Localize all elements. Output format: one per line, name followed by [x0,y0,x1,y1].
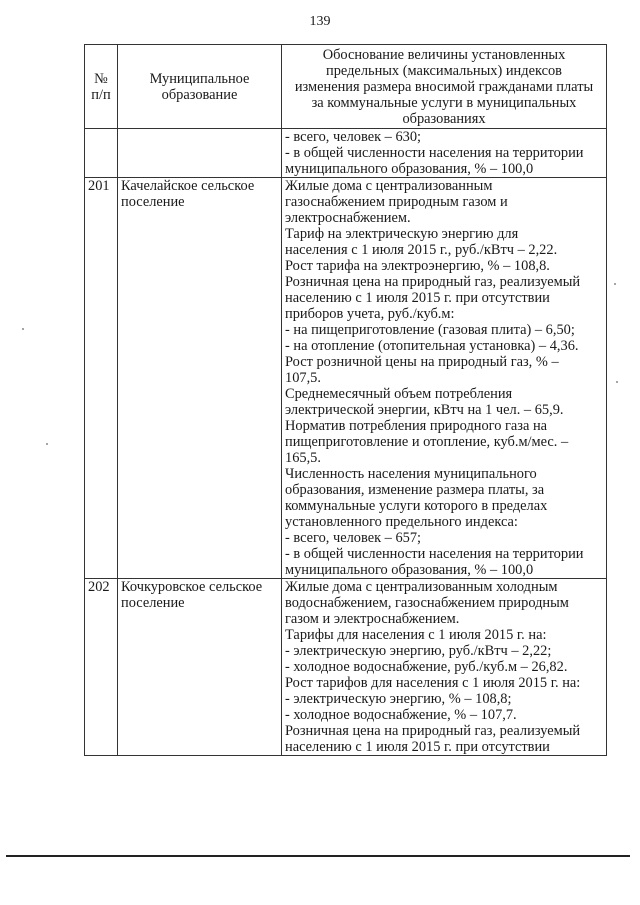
header-num [85,45,118,129]
justification-line: Норматив потребления природного газа на [285,418,548,434]
justification-line: Жилые дома с централизованным холодным [285,579,558,595]
justification-line: Розничная цена на природный газ, реализуемый [285,274,581,290]
justification-line: - холодное водоснабжение, % – 107,7. [285,707,517,723]
justification-line: Розничная цена на природный газ, реализуемый [285,723,581,739]
justification-line: Тарифы для населения с 1 июля 2015 г. на: [285,627,547,643]
footer-rule [6,855,630,857]
justification-line: - всего, человек – 630; [285,129,422,145]
table-row [85,129,607,178]
row-num [85,129,118,178]
scan-speck [46,443,48,445]
header-municipality-line: Муниципальное [149,70,250,87]
justification-line: приборов учета, руб./куб.м: [285,306,455,322]
justification-line: - электрическую энергию, % – 108,8; [285,691,512,707]
row-municipality [118,129,282,178]
municipality-line: поселение [121,194,185,210]
header-num-line: п/п [91,86,111,103]
tariff-table [84,44,607,756]
scan-speck [22,328,24,330]
justification-line: Тариф на электрическую энергию для [285,226,519,242]
municipality-line: Кочкуровское сельское [121,579,263,595]
justification-line: - всего, человек – 657; [285,530,422,546]
header-justification [282,45,607,129]
justification-line: газом и электроснабжением. [285,611,460,627]
justification-line: Численность населения муниципального [285,466,537,482]
justification-line: - в общей численности населения на территории [285,546,584,562]
row-municipality [118,178,282,579]
justification-line: - холодное водоснабжение, руб./куб.м – 26,82. [285,659,568,675]
justification-line: коммунальные услуги которого в пределах [285,498,548,514]
table-row [85,579,607,756]
header-justification-line: изменения размера вносимой гражданами платы [294,78,594,95]
page-number: 139 [309,14,331,29]
municipality-line: Качелайское сельское [121,178,255,194]
row-num: 201 [85,178,118,579]
header-municipality [118,45,282,129]
justification-line: Рост тарифа на электроэнергию, % – 108,8. [285,258,550,274]
justification-line: - на отопление (отопительная установка) – 4,36. [285,338,579,354]
municipality-line: поселение [121,595,185,611]
row-justification [282,129,607,178]
justification-line: Рост тарифов для населения с 1 июля 2015 г. на: [285,675,581,691]
justification-line: электроснабжением. [285,210,411,226]
justification-line: - в общей численности населения на территории [285,145,584,161]
table-header-row [85,45,607,129]
justification-line: населения с 1 июля 2015 г., руб./кВтч – 2,22. [285,242,558,258]
justification-line: - электрическую энергию, руб./кВтч – 2,22; [285,643,552,659]
row-num: 202 [85,579,118,756]
justification-line: газоснабжением природным газом и [285,194,508,210]
justification-line: - на пищеприготовление (газовая плита) – 6,50; [285,322,575,338]
justification-line: установленного предельного индекса: [285,514,518,530]
justification-line: населению с 1 июля 2015 г. при отсутствии [285,290,550,306]
scan-speck [616,381,618,383]
scan-speck [614,283,616,285]
header-justification-line: предельных (максимальных) индексов [326,62,562,79]
row-municipality [118,579,282,756]
justification-line: Рост розничной цены на природный газ, % – [285,354,559,370]
header-justification-line: за коммунальные услуги в муниципальных [311,94,577,111]
justification-line: населению с 1 июля 2015 г. при отсутствии [285,739,550,755]
header-num-line: № [94,70,108,87]
justification-line: водоснабжением, газоснабжением природным [285,595,569,611]
justification-line: 165,5. [285,450,321,466]
justification-line: Жилые дома с централизованным [285,178,493,194]
table-row [85,178,607,579]
justification-line: Среднемесячный объем потребления [285,386,513,402]
justification-line: муниципального образования, % – 100,0 [285,562,534,578]
header-justification-line: образованиях [402,110,486,127]
header-justification-line: Обоснование величины установленных [322,46,566,63]
justification-line: пищеприготовление и отопление, куб.м/мес. – [285,434,569,450]
row-justification [282,579,607,756]
justification-line: 107,5. [285,370,321,386]
justification-line: образования, изменение размера платы, за [285,482,545,498]
justification-line: муниципального образования, % – 100,0 [285,161,534,177]
justification-line: электрической энергии, кВтч на 1 чел. – 65,9. [285,402,564,418]
header-municipality-line: образование [161,86,238,103]
row-justification [282,178,607,579]
